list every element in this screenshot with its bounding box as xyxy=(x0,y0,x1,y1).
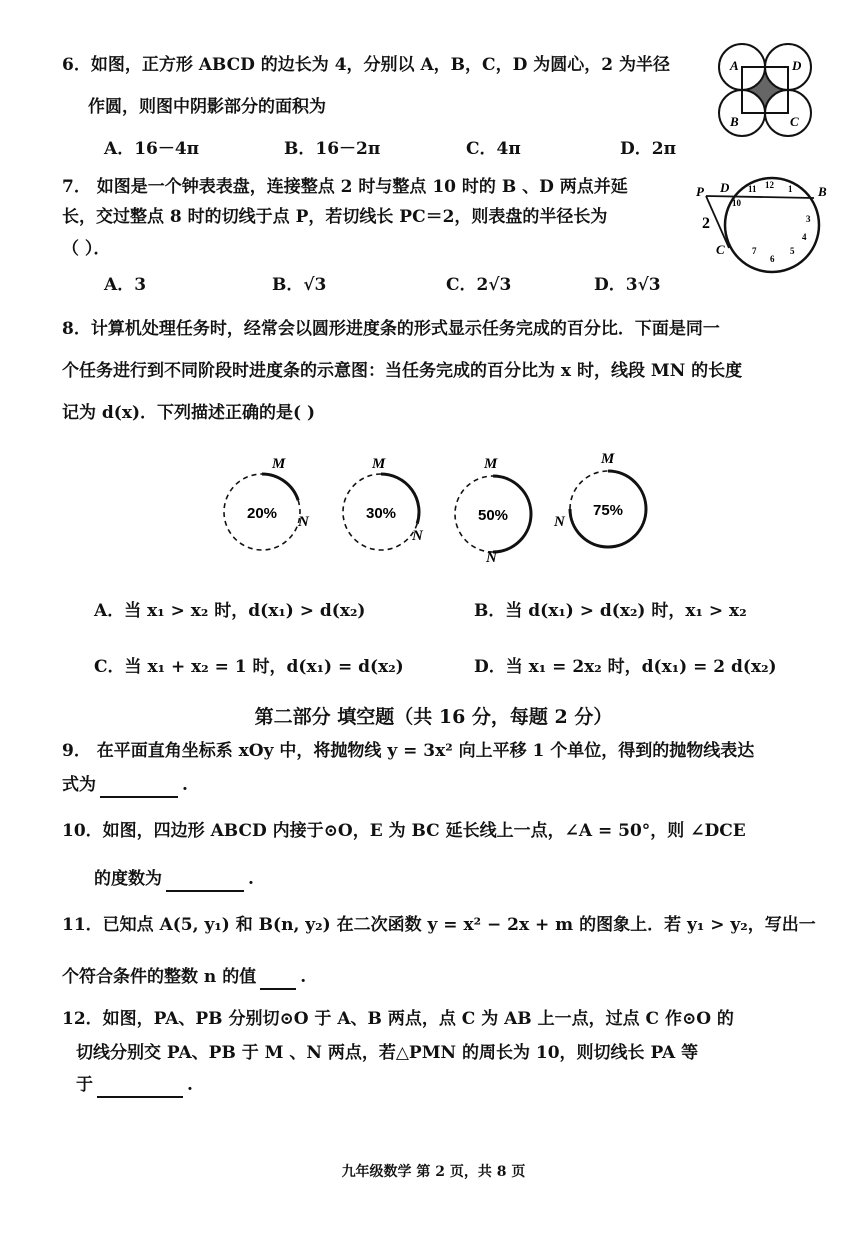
q11-line1: 11．已知点 A(5, y₁) 和 B(n, y₂) 在二次函数 y = x² − 2x + m 的图象上．若 y₁ > y₂，写出一 xyxy=(62,915,816,935)
q6-option-c: C．4π xyxy=(466,139,521,159)
q8-line3: 记为 d(x)．下列描述正确的是( ) xyxy=(62,403,316,423)
progress-circle-75 xyxy=(553,451,646,547)
q6-label-c: C xyxy=(790,114,799,129)
q7-clock-4: 4 xyxy=(802,232,807,242)
progress-n-30: N xyxy=(412,528,423,544)
q6-square-circles-figure xyxy=(712,42,820,140)
q12-answer-blank[interactable] xyxy=(97,1078,183,1098)
q7-option-b: B．√3 xyxy=(272,275,327,295)
q8-line1: 8．计算机处理任务时，经常会以圆形进度条的形式显示任务完成的百分比．下面是同一 xyxy=(62,319,720,339)
q7-label-b: B xyxy=(818,184,827,199)
progress-m-75: M xyxy=(601,451,615,467)
q9-line2-suffix: . xyxy=(182,775,188,795)
progress-n-75: N xyxy=(554,514,565,530)
progress-m-30: M xyxy=(372,456,386,472)
progress-circle-30 xyxy=(343,456,424,550)
q7-clock-figure xyxy=(692,170,832,274)
q7-clock-6: 6 xyxy=(770,254,775,264)
progress-circle-20 xyxy=(224,456,310,550)
q12-line3-suffix: . xyxy=(187,1075,193,1095)
q8-option-c: C．当 x₁ + x₂ = 1 时，d(x₁) = d(x₂) xyxy=(94,657,404,677)
q7-label-p: P xyxy=(696,184,704,199)
page-footer: 九年级数学 第 2 页，共 8 页 xyxy=(341,1164,526,1180)
q7-line1: 7． 如图是一个钟表表盘，连接整点 2 时与整点 10 时的 B 、D 两点并延 xyxy=(62,177,628,197)
q11-answer-blank[interactable] xyxy=(260,970,296,990)
progress-completed-arc xyxy=(262,474,298,500)
q10-line2 xyxy=(94,866,254,892)
q7-option-d: D．3√3 xyxy=(594,275,661,295)
q8-option-a: A．当 x₁ > x₂ 时，d(x₁) > d(x₂) xyxy=(94,601,366,621)
section2-title: 第二部分 填空题（共 16 分，每题 2 分） xyxy=(254,706,613,728)
q6-option-d: D．2π xyxy=(620,139,677,159)
q11-line2 xyxy=(62,964,306,990)
progress-n-50: N xyxy=(486,550,497,566)
q7-label-d: D xyxy=(720,180,730,195)
q6-label-d: D xyxy=(792,58,802,73)
q12-line3 xyxy=(76,1072,193,1098)
q6-line1: 6．如图，正方形 ABCD 的边长为 4，分别以 A，B，C，D 为圆心，2 为半径 xyxy=(62,55,670,75)
q10-line2-prefix: 的度数为 xyxy=(94,869,162,889)
q6-option-b: B．16－2π xyxy=(284,139,381,159)
q9-line1: 9． 在平面直角坐标系 xOy 中，将抛物线 y = 3x² 向上平移 1 个单位，得到的抛物线表达 xyxy=(62,741,755,761)
q8-option-b: B．当 d(x₁) > d(x₂) 时，x₁ > x₂ xyxy=(474,601,747,621)
progress-label-30: 30% xyxy=(365,505,397,522)
progress-circle-50 xyxy=(455,456,531,566)
q10-line2-suffix: . xyxy=(248,869,254,889)
q6-option-a: A．16－4π xyxy=(104,139,200,159)
q7-line3: （ ）． xyxy=(62,239,111,259)
progress-m-20: M xyxy=(272,456,286,472)
progress-n-20: N xyxy=(298,514,309,530)
q7-label-c: C xyxy=(716,242,725,257)
q9-answer-blank[interactable] xyxy=(100,778,178,798)
q10-answer-blank[interactable] xyxy=(166,872,244,892)
q11-line2-suffix: . xyxy=(300,967,307,987)
q7-clock-5: 5 xyxy=(790,246,795,256)
q7-clock-12: 12 xyxy=(765,180,774,190)
q10-line1: 10．如图，四边形 ABCD 内接于⊙O，E 为 BC 延长线上一点，∠A = 50°，则 ∠DCE xyxy=(62,821,746,841)
q8-option-d: D．当 x₁ = 2x₂ 时，d(x₁) = 2 d(x₂) xyxy=(474,657,777,677)
q7-line-pb xyxy=(706,196,814,198)
q7-option-c: C．2√3 xyxy=(446,275,512,295)
q7-clock-3: 3 xyxy=(806,214,811,224)
progress-label-20: 20% xyxy=(246,505,278,522)
q7-clock-7: 7 xyxy=(752,246,757,256)
q6-label-b: B xyxy=(730,114,739,129)
q7-line2: 长，交过整点 8 时的切线于点 P，若切线长 PC＝2，则表盘的半径长为 xyxy=(62,207,608,227)
q8-line2: 个任务进行到不同阶段时进度条的示意图：当任务完成的百分比为 x 时，线段 MN 的长度 xyxy=(62,361,743,381)
q6-label-a: A xyxy=(730,58,739,73)
q6-shaded-region xyxy=(742,67,788,113)
q7-clock-11: 11 xyxy=(748,184,757,194)
progress-label-75: 75% xyxy=(592,502,624,519)
q7-clock-10: 10 xyxy=(732,198,741,208)
q7-clock-1: 1 xyxy=(788,184,793,194)
q12-line3-prefix: 于 xyxy=(76,1075,93,1095)
q7-option-a: A．3 xyxy=(104,275,147,295)
q12-line1: 12．如图，PA、PB 分别切⊙O 于 A、B 两点，点 C 为 AB 上一点，过点 C 作⊙O 的 xyxy=(62,1009,734,1029)
q9-line2 xyxy=(62,772,188,798)
q11-line2-prefix: 个符合条件的整数 n 的值 xyxy=(62,967,257,987)
progress-m-50: M xyxy=(484,456,498,472)
q6-line2: 作圆，则图中阴影部分的面积为 xyxy=(88,97,326,117)
q12-line2: 切线分别交 PA、PB 于 M 、N 两点，若△PMN 的周长为 10，则切线长 PA 等 xyxy=(76,1043,699,1063)
progress-label-50: 50% xyxy=(477,507,509,524)
q9-line2-prefix: 式为 xyxy=(62,775,96,795)
q8-progress-circles-figure xyxy=(200,448,670,568)
q7-handwritten-2: 2 xyxy=(702,215,710,232)
